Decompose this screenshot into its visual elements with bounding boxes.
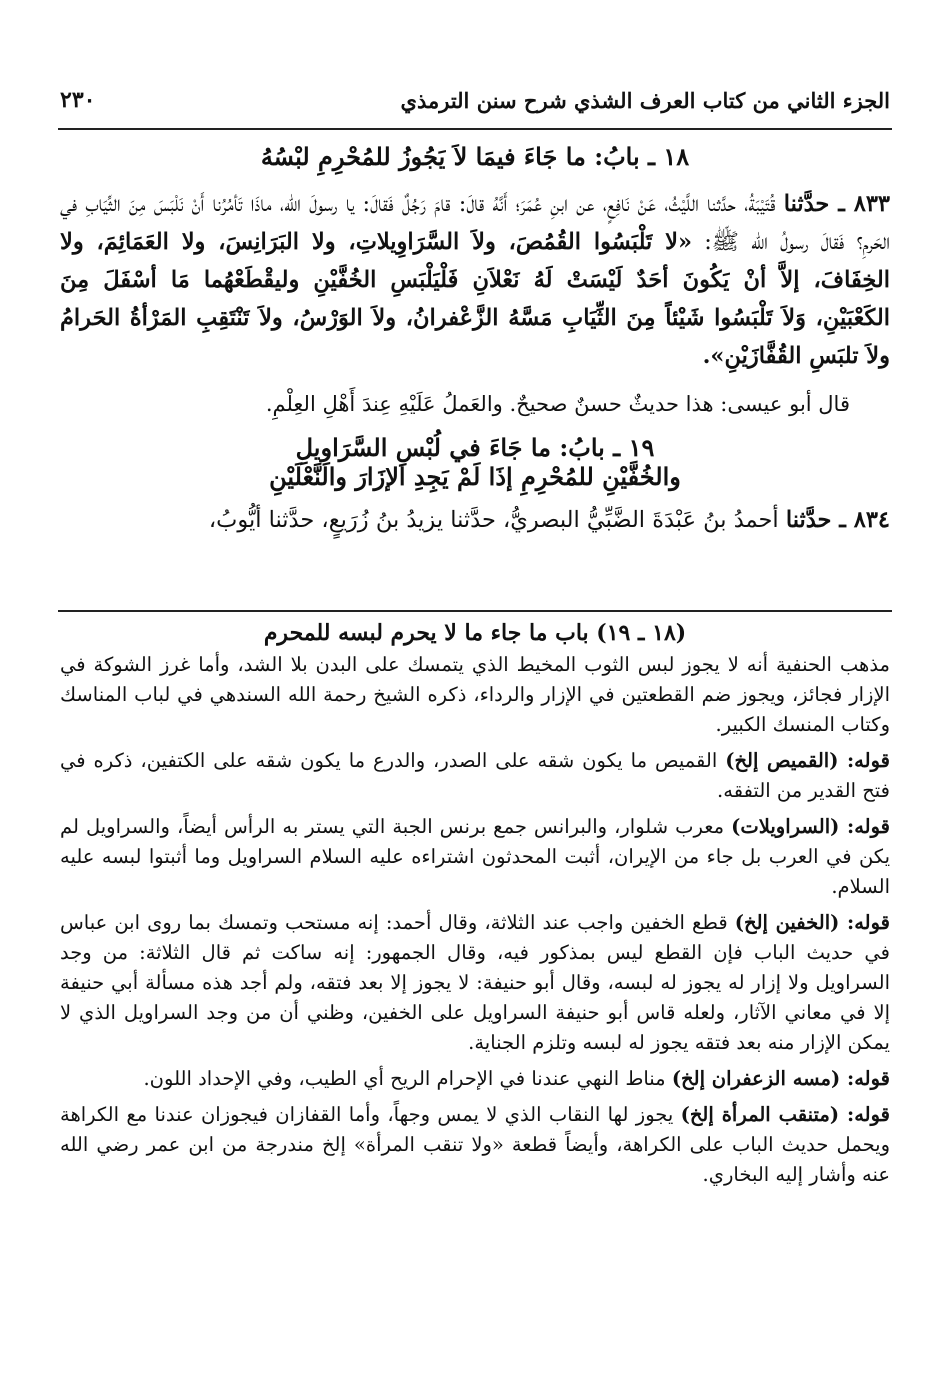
paragraph-2-lead: قوله: (القميص إلخ) bbox=[725, 749, 890, 772]
paragraph-3-lead: قوله: (السراويلات) bbox=[731, 815, 890, 838]
running-title: الجزء الثاني من كتاب العرف الشذي شرح سنن الترمذي bbox=[400, 87, 890, 113]
chapter-18-title: ١٨ ـ بابُ: ما جَاءَ فيمَا لاَ يَجُوزُ للمُحْرِمِ لبْسُهُ bbox=[260, 142, 690, 171]
paragraph-4-lead: قوله: (الخفين إلخ) bbox=[734, 911, 890, 934]
page-number: ٢٣٠ bbox=[60, 87, 96, 113]
hadith-833-text: قُتَيْبَةُ، حدَّثنا اللَّيْثُ، عَنْ نَافِعٍ، عن ابنِ عُمَرَ؛ أَنَّهُ قالَ: قامَ رَجُلٌ فَقالَ: يا رسولَ الله، ماذَا تَأمُرُنا أَنْ نَلْبَسَ مِنَ الثِّيَابِ في الحَرمِ؟ فَقالَ رسولُ الله ﷺ: bbox=[60, 191, 891, 255]
hadith-833-quote: «لا تَلْبَسُوا القُمُصَ، ولاَ السَّرَاوِيلاتِ، ولا البَرَانِسَ، ولا العَمَائِمَ، ولا الخِفَافَ، إلاَّ أنْ يَكُونَ أحَدٌ لَيْسَتْ لَهُ نَعْلاَنِ فَلْيَلْبَسِ الخُفَّيْنِ وليقْطَعْهُما مَا أسْفَلَ مِنَ الكَعْبَيْنِ، وَلاَ تَلْبَسُوا شَيْئاً مِنَ الثِّيَابِ مَسَّهُ الزَّعْفرانُ، ولاَ الوَرْسُ، ولاَ تَنْتَقِبِ المَرْأةُ الحَرامُ ولاَ تلبَسِ القُفَّازَيْنِ». bbox=[60, 229, 890, 369]
paragraph-6-text: يجوز لها النقاب الذي لا يمس وجهاً، وأما القفازان فيجوزان عندنا مع الكراهة ويحمل حديث الباب على الكراهة، وأيضاً قطعة «ولا تنقب المرأة» إلخ مندرجة من ابن عمر رضي الله عنه وأشار إليه البخاري. bbox=[60, 1103, 890, 1186]
paragraph-6-lead: قوله: (متنقب المرأة إلخ) bbox=[680, 1103, 890, 1126]
commentary-paragraph-2 bbox=[60, 746, 890, 806]
paragraph-5-text: مناط النهي عندنا في الإحرام الريح أي الطيب، وفي الإحداد اللون. bbox=[143, 1067, 666, 1090]
commentary-paragraph-5 bbox=[60, 1064, 890, 1094]
hadith-834-number: ٨٣٤ ـ حدَّثنا bbox=[785, 507, 890, 533]
page-header bbox=[60, 80, 890, 120]
commentary-paragraph-4 bbox=[60, 908, 890, 1058]
commentary-title: (١٨ ـ ١٩) باب ما جاء ما لا يحرم لبسه للمحرم bbox=[263, 620, 687, 646]
paragraph-3-text: معرب شلوار، والبرانس جمع برنس الجبة التي يستر به الرأس أيضاً، والسراويل لم يكن في العرب بل جاء من الإيران، أثبت المحدثون اشتراءه عليه السلام السراويل وما أثبتوا لبسه عليه السلام. bbox=[60, 815, 890, 898]
paragraph-5-lead: قوله: (مسه الزعفران إلخ) bbox=[671, 1067, 890, 1090]
hadith-834-text: أحمدُ بنُ عَبْدَةَ الضَّبِّيُّ البصريُّ، حدَّثنا يزيدُ بنُ زُرَيعٍ، حدَّثنا أيُّوبُ، bbox=[208, 507, 779, 533]
paragraph-2-text: القميص ما يكون شقه على الصدر، والدرع ما يكون شقه على الكتفين، ذكره في فتح القدير من التفقه. bbox=[60, 749, 890, 802]
footnote-rule bbox=[58, 610, 892, 612]
commentary-paragraph-1: مذهب الحنفية أنه لا يجوز لبس الثوب المخيط الذي يتمسك على البدن بلا الشد، وأما غرز الشوكة في الإزار فجائز، ويجوز ضم القطعتين في الإزار والرداء، ذكره الشيخ رحمة الله السندهي في لباب المناسك وكتاب المنسك الكبير. bbox=[60, 653, 890, 736]
header-rule bbox=[58, 128, 892, 130]
commentary-paragraph-3 bbox=[60, 812, 890, 902]
commentary-paragraph-6 bbox=[60, 1100, 890, 1190]
hadith-section bbox=[60, 142, 890, 539]
hadith-833-number: ٨٣٣ ـ حدَّثنا bbox=[783, 191, 890, 217]
commentary-section bbox=[60, 620, 890, 1196]
hadith-833 bbox=[60, 185, 890, 375]
hadith-834 bbox=[60, 501, 890, 539]
paragraph-4-text: قطع الخفين واجب عند الثلاثة، وقال أحمد: إنه مستحب وتمسك بما روى ابن عباس في حديث الباب فإن القطع ليس بمذكور فيه، وقال الجمهور: إنه ساكت ثم قال الثلاثة: من وجد السراويل ولا إزار له يجوز له لبسه، وقال أبو حنيفة: لا يجوز إلا بعد فتقه، ولم أجد هذه مسألة أبي حنيفة إلا في معاني الآثار، ولعله قاس أبو حنيفة السراويل على الخفين، وظني أن من وجد السراويل الذي لا يمكن الإزار منه بعد فتقه يجوز له لبسه وتلزم الجناية. bbox=[60, 911, 890, 1054]
chapter-19-title-line1: ١٩ ـ بابُ: ما جَاءَ في لُبْسِ السَّرَاوِيلِ bbox=[295, 433, 655, 462]
hadith-833-grading: قال أبو عيسى: هذا حديثٌ حسنٌ صحيحٌ. والعَملُ عَلَيْهِ عِندَ أَهْلِ العِلْمِ. bbox=[265, 392, 850, 416]
chapter-19-title-line2: والخُفَّيْنِ للمُحْرِمِ إذَا لَمْ يَجِدِ الإزَارَ والنَّعْلَيْنِ bbox=[269, 462, 681, 491]
